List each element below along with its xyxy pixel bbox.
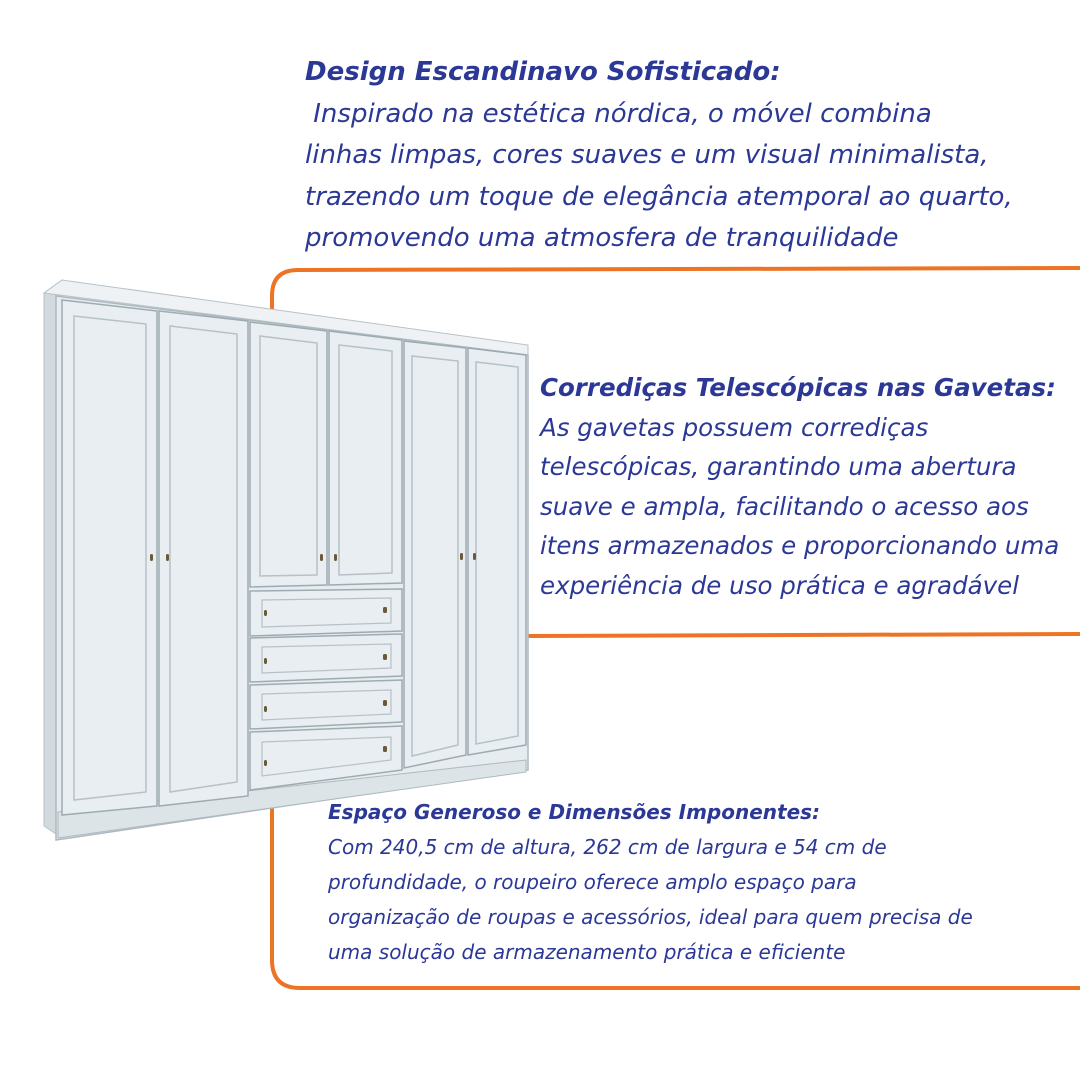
feature-slides-line: itens armazenados e proporcionando uma — [540, 531, 1060, 560]
door-left-1 — [62, 300, 157, 815]
drawer-3 — [250, 680, 402, 729]
feature-space-line: uma solução de armazenamento prática e eficiente — [328, 940, 846, 964]
feature-space-block — [328, 795, 1068, 970]
feature-slides-line: As gavetas possuem corrediças — [540, 412, 929, 442]
feature-space-title: Espaço Generoso e Dimensões Imponentes: — [328, 800, 821, 824]
feature-slides-line: telescópicas, garantindo uma abertura — [540, 452, 1017, 481]
door-left-2 — [159, 311, 248, 806]
feature-slides-line: suave e ampla, facilitando o acesso aos — [540, 491, 1029, 521]
drawer-2 — [250, 634, 402, 682]
door-middle-2 — [329, 331, 402, 585]
feature-design-line: Inspirado na estética nórdica, o móvel combina — [305, 98, 932, 129]
feature-design-line: promovendo uma atmosfera de tranquilidade — [305, 223, 899, 253]
feature-space-line: profundidade, o roupeiro oferece amplo espaço para — [328, 870, 857, 894]
feature-design-line: linhas limpas, cores suaves e um visual minimalista, — [305, 140, 989, 170]
feature-space-line: Com 240,5 cm de altura, 262 cm de largura e 54 cm de — [328, 835, 887, 859]
feature-space-line: organização de roupas e acessórios, ideal para quem precisa de — [328, 905, 973, 929]
feature-slides-line: experiência de uso prática e agradável — [540, 570, 1020, 600]
feature-design-block — [305, 52, 1065, 260]
feature-slides-title: Corrediças Telescópicas nas Gavetas: — [540, 373, 1056, 402]
drawer-1 — [250, 589, 402, 636]
feature-design-title: Design Escandinavo Sofisticado: — [305, 57, 781, 87]
door-middle-1 — [250, 322, 327, 587]
door-right-1 — [404, 341, 466, 768]
feature-slides-block — [540, 368, 1080, 605]
feature-design-line: trazendo um toque de elegância atemporal ao quarto, — [305, 181, 1013, 212]
